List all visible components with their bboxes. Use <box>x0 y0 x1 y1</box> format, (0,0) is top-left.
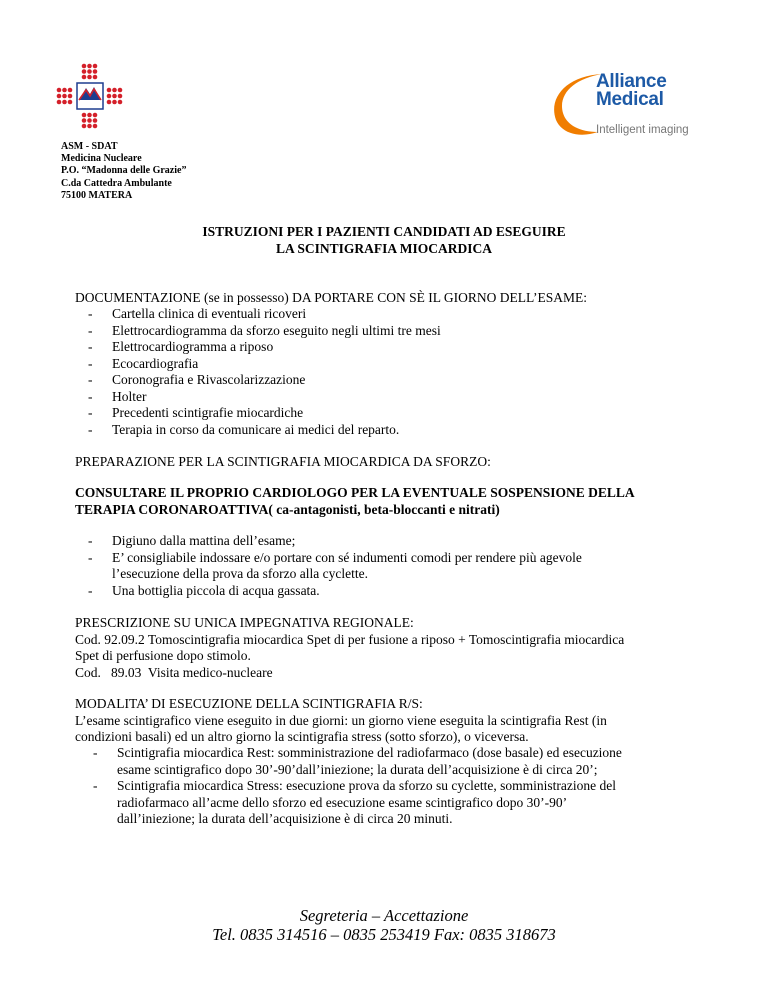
alliance-medical-logo <box>546 70 696 142</box>
prescrizione-line-3: Cod. 89.03 Visita medico-nucleare <box>75 664 273 680</box>
address-line: 75100 MATERA <box>61 189 133 201</box>
footer-contacts: Tel. 0835 314516 – 0835 253419 Fax: 0835 318673 <box>212 925 556 944</box>
cardiologo-warning-line-1: CONSULTARE IL PROPRIO CARDIOLOGO PER LA EVENTUALE SOSPENSIONE DELLA <box>75 485 635 500</box>
title-line-1: ISTRUZIONI PER I PAZIENTI CANDIDATI AD ESEGUIRE <box>202 224 566 239</box>
modalita-heading: MODALITA’ DI ESECUZIONE DELLA SCINTIGRAFIA R/S: <box>75 696 423 711</box>
preparazione-list: - Digiuno dalla mattina dell’esame; - E’ consigliabile indossare e/o portare con sé indumenti comodi per rendere più agevole l’esecuzione della prova da sforzo alla cyclette. - Una bottiglia piccola di acqua gassata. <box>88 533 582 598</box>
address-block <box>61 141 186 202</box>
documentazione-list: - Cartella clinica di eventuali ricoveri - Elettrocardiogramma da sforzo eseguito negli ultimi tre mesi - Elettrocardiogramma a riposo - Ecocardiografia - Coronografia e Rivascolarizzazione - Holter - Precedenti scintigrafie miocardiche - Terapia in corso da comunicare ai medici del reparto. <box>88 306 441 437</box>
cardiologo-warning-line-2: TERAPIA CORONAROATTIVA( ca-antagonisti, beta-bloccanti e nitrati) <box>75 501 500 517</box>
medical-word: Medical <box>596 89 664 110</box>
prescrizione-line-1: Cod. 92.09.2 Tomoscintigrafia miocardica Spet di per fusione a riposo + Tomoscintigrafia miocardica <box>75 631 625 647</box>
footer-segreteria: Segreteria – Accettazione <box>299 906 469 925</box>
footer <box>0 906 768 944</box>
title-line-2: LA SCINTIGRAFIA MIOCARDICA <box>275 240 493 256</box>
modalita-intro-line-1: L’esame scintigrafico viene eseguito in due giorni: un giorno viene eseguita la scintigrafia Rest (in <box>75 712 607 728</box>
alliance-tagline: Intelligent imaging <box>596 124 689 136</box>
documentazione-heading: DOCUMENTAZIONE (se in possesso) DA PORTARE CON SÈ IL GIORNO DELL’ESAME: <box>75 290 588 305</box>
modalita-intro-line-2: condizioni basali) ed un altro giorno la scintigrafia stress (sotto sforzo), o viceversa. <box>75 729 529 744</box>
asm-cross-logo-icon <box>55 62 127 130</box>
preparazione-heading: PREPARAZIONE PER LA SCINTIGRAFIA MIOCARDICA DA SFORZO: <box>75 454 491 469</box>
modalita-list: - Scintigrafia miocardica Rest: somministrazione del radiofarmaco (dose basale) ed esecuzione esame scintigrafico dopo 30’-90’dall’iniezione; la durata dell’acquisizione è di circa 20’; - Scintigrafia miocardica Stress: esecuzione prova da sforzo su cyclette, somministrazione del radiofarmaco all’acme dello sforzo ed esecuzione esame scintigrafico dopo 30’-90’ dall’iniezione; la durata dell’acquisizione è di circa 20 minuti. <box>93 745 622 826</box>
address-line: ASM - SDAT <box>61 141 118 152</box>
address-line: Medicina Nucleare <box>61 153 142 165</box>
alliance-word: Alliance <box>596 71 667 92</box>
address-line: C.da Cattedra Ambulante <box>61 177 172 189</box>
prescrizione-heading: PRESCRIZIONE SU UNICA IMPEGNATIVA REGIONALE: <box>75 615 414 630</box>
address-line: P.O. “Madonna delle Grazie” <box>61 165 187 177</box>
prescrizione-line-2: Spet di perfusione dopo stimolo. <box>75 648 251 663</box>
page-title <box>0 224 768 257</box>
